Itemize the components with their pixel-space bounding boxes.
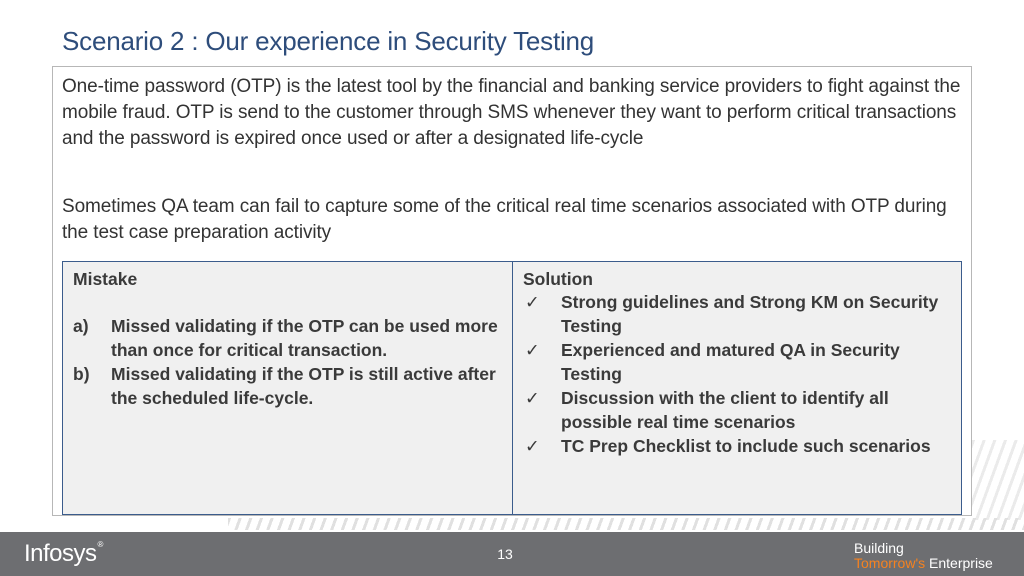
list-item	[523, 386, 951, 434]
mistake-solution-table	[62, 261, 962, 515]
checkmark-icon: ✓	[525, 292, 540, 312]
checkmark-icon: ✓	[525, 388, 540, 408]
solution-list	[523, 290, 951, 458]
decorative-stripes	[972, 440, 1024, 520]
tagline-rest: Enterprise	[929, 555, 993, 571]
solution-text: TC Prep Checklist to include such scenarios	[561, 436, 931, 456]
solution-header: Solution	[523, 269, 593, 289]
tagline-accent: Tomorrow's	[854, 555, 926, 571]
qa-paragraph: Sometimes QA team can fail to capture some of the critical real time scenarios associated with OTP during the test case preparation activity	[62, 196, 947, 243]
solution-text: Experienced and matured QA in Security Testing	[561, 340, 900, 384]
list-item	[523, 338, 951, 386]
tagline-line2	[854, 556, 993, 571]
solution-text: Discussion with the client to identify all possible real time scenarios	[561, 388, 889, 432]
intro-paragraph: One-time password (OTP) is the latest tool by the financial and banking service providers to fight against the mobile fraud. OTP is send to the customer through SMS whenever they want to perform critical transactions and the password is expired once used or after a designated life-cycle	[62, 76, 961, 149]
list-marker: b)	[73, 364, 90, 384]
list-item	[523, 290, 951, 338]
solution-text: Strong guidelines and Strong KM on Security Testing	[561, 292, 939, 336]
slide-title: Scenario 2 : Our experience in Security Testing	[62, 26, 595, 56]
mistake-list	[73, 314, 502, 410]
tagline	[854, 541, 993, 571]
list-item	[73, 314, 502, 362]
infosys-logo	[24, 540, 103, 568]
decorative-stripe-band	[228, 518, 1024, 530]
list-item	[523, 434, 951, 458]
registered-mark: ®	[97, 540, 103, 549]
list-marker: a)	[73, 316, 89, 336]
tagline-line1: Building	[854, 540, 904, 556]
solution-column	[513, 262, 961, 514]
list-item	[73, 362, 502, 410]
checkmark-icon: ✓	[525, 436, 540, 456]
mistake-text: Missed validating if the OTP is still active after the scheduled life-cycle.	[111, 364, 496, 408]
logo-text: Infosys	[24, 540, 97, 567]
mistake-header: Mistake	[73, 269, 138, 289]
mistake-column	[63, 262, 513, 514]
mistake-text: Missed validating if the OTP can be used more than once for critical transaction.	[111, 316, 498, 360]
page-number: 13	[497, 546, 513, 562]
checkmark-icon: ✓	[525, 340, 540, 360]
